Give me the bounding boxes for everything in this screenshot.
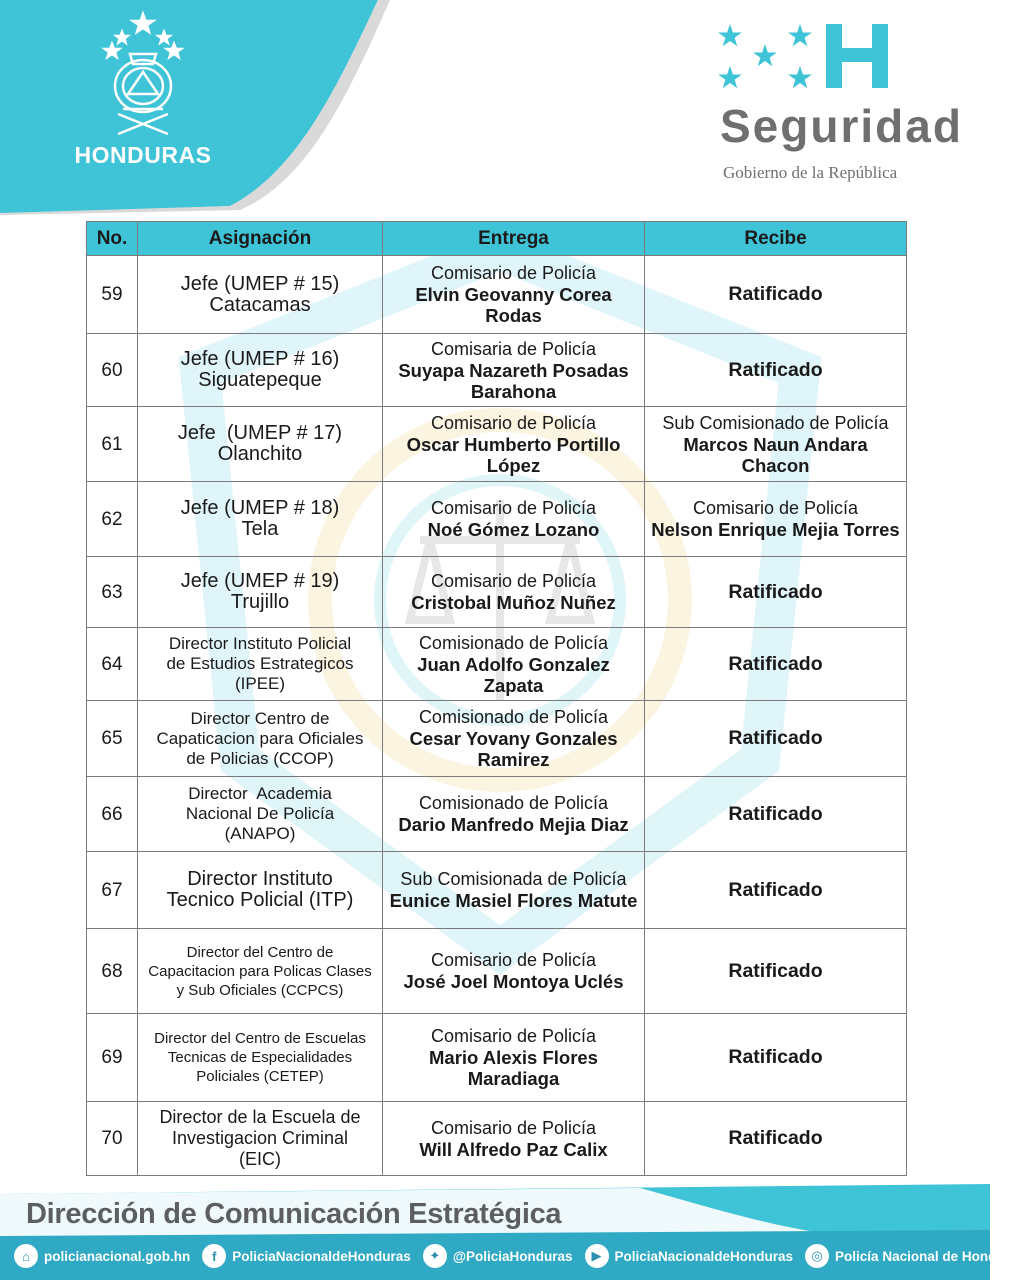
- entrega-rank: Comisario de Policía: [430, 950, 597, 970]
- recibe-status: Ratificado: [728, 1046, 823, 1068]
- recibe-name: Nelson Enrique Mejia Torres: [651, 519, 900, 540]
- column-header-asignacion: Asignación: [138, 222, 383, 256]
- table-row: [87, 407, 907, 482]
- assignment-line: de Policias (CCOP): [186, 748, 334, 768]
- assignment-line: Director Instituto: [187, 868, 333, 890]
- row-number: 60: [87, 334, 138, 407]
- entrega-rank: Comisionado de Policía: [418, 707, 609, 727]
- social-links: [14, 1243, 1025, 1269]
- entrega-name: Dario Manfredo Mejia Diaz: [398, 814, 629, 835]
- table-row: [87, 701, 907, 777]
- assignment-line: Olanchito: [217, 443, 303, 465]
- assignment-line: Siguatepeque: [198, 369, 322, 391]
- table-row: [87, 929, 907, 1014]
- row-number: 66: [87, 777, 138, 852]
- assignment-line: Trujillo: [230, 591, 290, 613]
- assignment-line: Nacional De Policía: [185, 804, 335, 823]
- recibe-cell: [645, 334, 907, 407]
- social-link-text: PoliciaNacionaldeHonduras: [232, 1248, 411, 1264]
- instagram-icon: ◎: [805, 1244, 829, 1268]
- social-link-website[interactable]: [14, 1244, 190, 1268]
- assignments-table: [86, 221, 907, 1176]
- entrega-cell: [383, 557, 645, 628]
- assignment-line: Director Centro de: [190, 708, 330, 728]
- table-row: [87, 557, 907, 628]
- country-name: HONDURAS: [74, 142, 212, 168]
- assignment-cell: [138, 701, 383, 777]
- h-logo-icon: [826, 24, 888, 88]
- recibe-cell: [645, 777, 907, 852]
- column-header-no: No.: [87, 222, 138, 256]
- column-header-entrega: Entrega: [383, 222, 645, 256]
- entrega-name: Eunice Masiel Flores Matute: [389, 890, 638, 911]
- table-row: [87, 1102, 907, 1176]
- recibe-status: Ratificado: [728, 358, 823, 381]
- assignment-line: Director de la Escuela de: [159, 1107, 361, 1127]
- row-number: 68: [87, 929, 138, 1014]
- social-link-instagram[interactable]: [805, 1244, 1025, 1268]
- social-link-text: Policía Nacional de Honduras: [835, 1248, 1025, 1264]
- assignment-cell: [138, 852, 383, 929]
- recibe-cell: [645, 256, 907, 334]
- honduras-emblem-icon: [98, 14, 188, 138]
- row-number: 61: [87, 407, 138, 482]
- social-link-text: policianacional.gob.hn: [44, 1248, 191, 1264]
- entrega-rank: Comisario de Policía: [430, 1026, 597, 1046]
- recibe-status: Ratificado: [728, 652, 823, 675]
- facebook-icon: f: [202, 1244, 226, 1268]
- assignment-line: (IPEE): [234, 674, 286, 693]
- assignment-line: Director Academia: [188, 784, 332, 803]
- row-number: 64: [87, 628, 138, 701]
- recibe-status: Ratificado: [728, 878, 823, 901]
- assignment-line: de Estudios Estrategicos: [166, 654, 354, 673]
- recibe-status: Ratificado: [728, 959, 823, 982]
- recibe-cell: [645, 1014, 907, 1102]
- recibe-status: Ratificado: [728, 802, 823, 825]
- ministry-subtitle: Gobierno de la República: [723, 163, 898, 182]
- entrega-rank: Comisario de Policía: [430, 571, 597, 591]
- table-header-row: [87, 222, 907, 256]
- entrega-name: Juan Adolfo Gonzalez Zapata: [417, 653, 610, 696]
- entrega-cell: [383, 929, 645, 1014]
- assignment-line: Jefe (UMEP # 19): [180, 570, 340, 592]
- row-number: 59: [87, 256, 138, 334]
- assignment-line: Director del Centro de: [186, 943, 334, 961]
- recibe-cell: [645, 1102, 907, 1176]
- stars-icon: [716, 24, 816, 90]
- recibe-cell: [645, 407, 907, 482]
- entrega-rank: Comisario de Policía: [430, 412, 597, 433]
- row-number: 65: [87, 701, 138, 777]
- entrega-cell: [383, 334, 645, 407]
- row-number: 63: [87, 557, 138, 628]
- recibe-cell: [645, 557, 907, 628]
- entrega-rank: Comisario de Policía: [430, 1117, 597, 1138]
- assignment-cell: [138, 628, 383, 701]
- assignment-line: Jefe (UMEP # 16): [180, 348, 340, 370]
- entrega-rank: Comisionado de Policía: [418, 632, 609, 653]
- assignment-cell: [138, 334, 383, 407]
- assignment-line: Tecnico Policial (ITP): [166, 889, 354, 911]
- column-header-recibe: Recibe: [645, 222, 907, 256]
- entrega-rank: Sub Comisionada de Policía: [400, 869, 627, 889]
- entrega-rank: Comisario de Policía: [430, 263, 597, 283]
- table-row: [87, 1014, 907, 1102]
- entrega-name: Will Alfredo Paz Calix: [419, 1138, 608, 1160]
- assignment-cell: [138, 407, 383, 482]
- assignment-line: Policiales (CETEP): [196, 1068, 324, 1085]
- home-icon: ⌂: [14, 1244, 38, 1268]
- entrega-cell: [383, 482, 645, 557]
- recibe-status: Ratificado: [728, 580, 823, 603]
- assignment-line: Jefe (UMEP # 17): [177, 422, 343, 444]
- recibe-rank: Sub Comisionado de Policía: [662, 412, 889, 433]
- entrega-cell: [383, 852, 645, 929]
- recibe-status: Ratificado: [728, 727, 823, 749]
- entrega-name: Mario Alexis Flores Maradiaga: [429, 1047, 598, 1089]
- entrega-rank: Comisionado de Policía: [418, 793, 609, 813]
- entrega-cell: [383, 777, 645, 852]
- recibe-cell: [645, 482, 907, 557]
- recibe-name: Marcos Naun Andara Chacon: [683, 433, 868, 476]
- youtube-icon: ▶: [585, 1244, 609, 1268]
- recibe-cell: [645, 701, 907, 777]
- table-row: [87, 256, 907, 334]
- assignment-line: Jefe (UMEP # 15): [180, 272, 340, 295]
- entrega-name: Cristobal Muñoz Nuñez: [411, 592, 616, 613]
- entrega-cell: [383, 1014, 645, 1102]
- row-number: 69: [87, 1014, 138, 1102]
- recibe-rank: Comisario de Policía: [692, 498, 859, 518]
- row-number: 70: [87, 1102, 138, 1176]
- assignment-line: Tela: [241, 518, 279, 540]
- recibe-cell: [645, 852, 907, 929]
- assignment-cell: [138, 929, 383, 1014]
- table-row: [87, 334, 907, 407]
- entrega-cell: [383, 256, 645, 334]
- entrega-name: Elvin Geovanny Corea Rodas: [415, 284, 612, 326]
- table-row: [87, 482, 907, 557]
- entrega-name: Noé Gómez Lozano: [427, 519, 600, 540]
- assignment-line: y Sub Oficiales (CCPCS): [176, 981, 344, 999]
- assignment-cell: [138, 482, 383, 557]
- assignment-line: Capaticacion para Oficiales: [156, 728, 364, 748]
- social-link-facebook[interactable]: [202, 1244, 411, 1268]
- assignment-line: Capacitacion para Policas Clases: [148, 962, 372, 980]
- social-link-text: @PoliciaHonduras: [452, 1248, 573, 1264]
- recibe-status: Ratificado: [728, 283, 823, 305]
- assignment-cell: [138, 1102, 383, 1176]
- assignment-line: Investigacion Criminal: [171, 1128, 349, 1148]
- entrega-rank: Comisaria de Policía: [430, 338, 597, 359]
- footer-title: Dirección de Comunicación Estratégica: [26, 1198, 562, 1230]
- social-link-youtube[interactable]: [585, 1244, 794, 1268]
- assignment-cell: [138, 1014, 383, 1102]
- entrega-name: Oscar Humberto Portillo López: [406, 433, 621, 476]
- assignment-line: Jefe (UMEP # 18): [180, 497, 340, 519]
- social-link-twitter[interactable]: [423, 1244, 573, 1268]
- table-row: [87, 852, 907, 929]
- assignment-line: (EIC): [239, 1149, 281, 1169]
- assignment-line: Catacamas: [209, 293, 311, 316]
- twitter-icon: ✦: [423, 1244, 447, 1268]
- assignment-cell: [138, 777, 383, 852]
- table-row: [87, 628, 907, 701]
- entrega-name: Cesar Yovany Gonzales Ramirez: [409, 728, 618, 770]
- entrega-cell: [383, 701, 645, 777]
- assignment-line: Director Instituto Policial: [168, 634, 352, 653]
- entrega-rank: Comisario de Policía: [430, 498, 597, 518]
- social-link-text: PoliciaNacionaldeHonduras: [614, 1248, 794, 1264]
- assignment-cell: [138, 557, 383, 628]
- row-number: 62: [87, 482, 138, 557]
- assignment-line: (ANAPO): [224, 824, 296, 843]
- recibe-cell: [645, 929, 907, 1014]
- row-number: 67: [87, 852, 138, 929]
- entrega-name: Suyapa Nazareth Posadas Barahona: [398, 359, 629, 402]
- assignment-line: Tecnicas de Especialidades: [167, 1049, 353, 1066]
- entrega-cell: [383, 1102, 645, 1176]
- ministry-title: Seguridad: [720, 100, 963, 152]
- entrega-cell: [383, 628, 645, 701]
- recibe-cell: [645, 628, 907, 701]
- entrega-name: José Joel Montoya Uclés: [403, 971, 624, 992]
- recibe-status: Ratificado: [728, 1127, 823, 1149]
- assignment-cell: [138, 256, 383, 334]
- assignment-line: Director del Centro de Escuelas: [154, 1030, 366, 1047]
- table-row: [87, 777, 907, 852]
- entrega-cell: [383, 407, 645, 482]
